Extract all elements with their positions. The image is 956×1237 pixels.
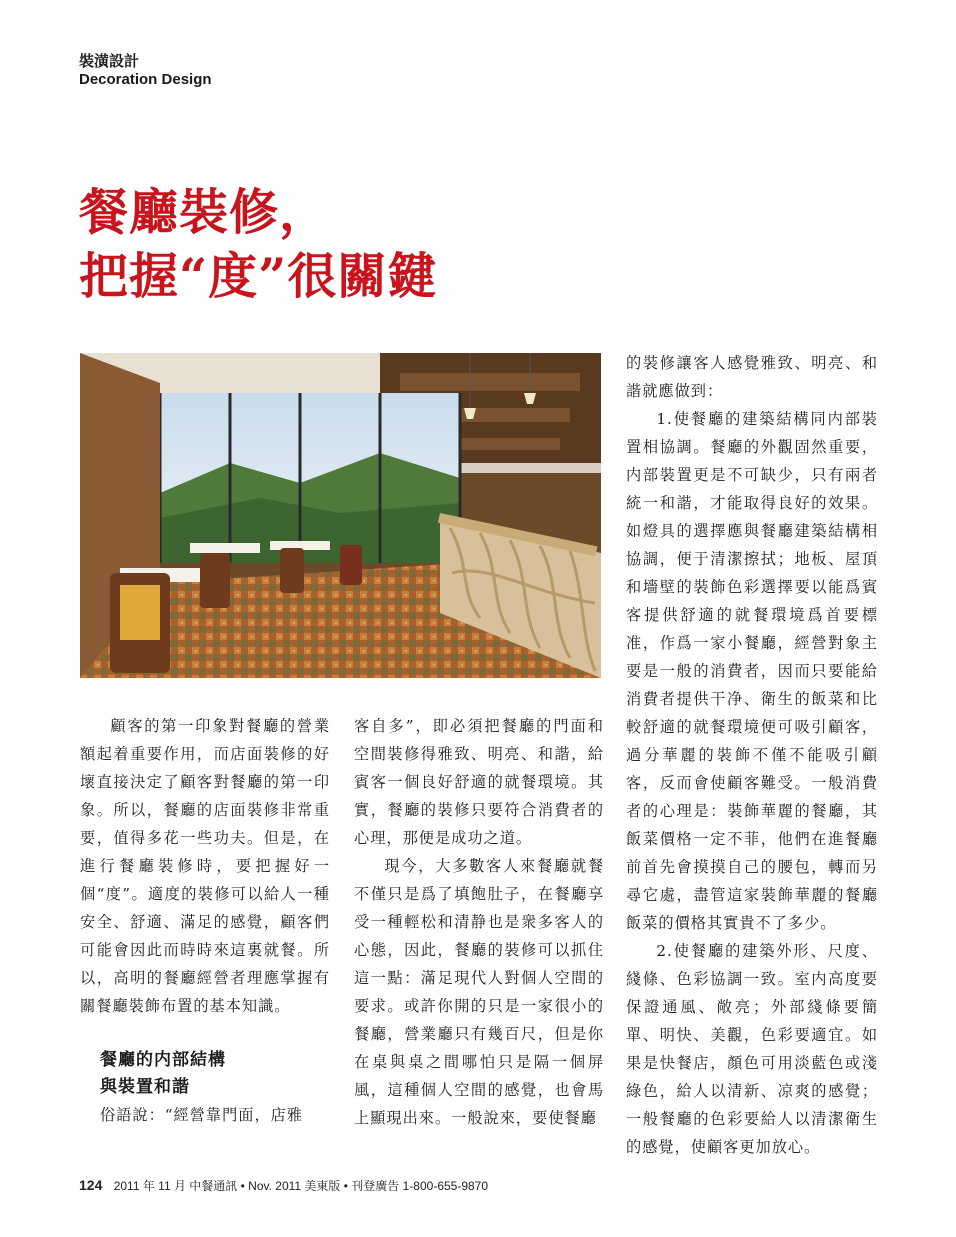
subheading <box>80 1047 330 1101</box>
page-footer <box>79 1177 488 1194</box>
column-2 <box>354 712 604 1132</box>
col2-paragraph-1: 客自多”，即必須把餐廳的門面和空間裝修得雅致、明亮、和諧，給賓客一個良好舒適的就餐環境。其實，餐廳的裝修只要符合消費者的心理，那便是成功之道。 <box>354 717 604 847</box>
footer-text: 2011 年 11 月 中餐通訊 • Nov. 2011 美東版 • 刊登廣告 1-800-655-9870 <box>113 1179 489 1193</box>
col3-paragraph-2: 1.使餐廳的建築結構同内部裝置相協調。餐廳的外觀固然重要，内部裝置更是不可缺少，只有兩者統一和諧，才能取得良好的效果。如燈具的選擇應與餐廳建築結構相協調，便于清潔擦拭；地板、屋頂和墻壁的裝飾色彩選擇要以能爲賓客提供舒適的就餐環境爲首要標准，作爲一家小餐廳，經營對象主要是一般的消費者，因而只要能給消費者提供干净、衛生的飯菜和比較舒適的就餐環境便可吸引顧客，過分華麗的裝飾不僅不能吸引顧客，反而會使顧客難受。一般消費者的心理是：裝飾華麗的餐廳，其飯菜價格一定不菲，他們在進餐廳前首先會摸摸自己的腰包，轉而另尋它處，盡管這家裝飾華麗的餐廳飯菜的價格其實貴不了多少。 <box>626 410 878 932</box>
column-1 <box>80 712 330 1129</box>
subheading-line-2: 與裝置和諧 <box>100 1077 190 1097</box>
col2-paragraph-2: 現今，大多數客人來餐廳就餐不僅只是爲了填飽肚子，在餐廳享受一種輕松和清静也是衆多客人的心態，因此，餐廳的裝修可以抓住這一點：滿足現代人對個人空間的要求。或許你開的只是一家很小的餐廳，營業廳只有幾百尺，但是你在桌與桌之間哪怕只是隔一個屏風，這種個人空間的感覺，也會馬上顯現出來。一般說來，要使餐廳 <box>354 857 604 1127</box>
col3-paragraph-1: 的裝修讓客人感覺雅致、明亮、和諧就應做到： <box>626 354 878 400</box>
title-line-1: 餐廳裝修， <box>79 183 330 241</box>
title-line-2: 把握“度”很關鍵 <box>79 247 438 305</box>
section-label-en: Decoration Design <box>79 71 212 88</box>
article-title <box>79 180 639 308</box>
restaurant-photo <box>80 353 601 678</box>
column-3 <box>626 349 878 1161</box>
section-label-zh: 裝潢設計 <box>79 52 140 70</box>
page-number: 124 <box>79 1177 103 1193</box>
col1-paragraph-2: 俗語說：“經營靠門面，店雅 <box>100 1106 304 1124</box>
col1-paragraph-1: 顧客的第一印象對餐廳的營業額起着重要作用，而店面裝修的好壞直接決定了顧客對餐廳的第一印象。所以，餐廳的店面裝修非常重要，值得多花一些功夫。但是，在進行餐廳裝修時，要把握好一個“度”。適度的裝修可以給人一種安全、舒適、滿足的感覺，顧客們可能會因此而時時來這裏就餐。所以，高明的餐廳經營者理應掌握有關餐廳裝飾布置的基本知識。 <box>80 717 330 1015</box>
restaurant-interior-illustration <box>80 353 601 678</box>
subheading-line-1: 餐廳的内部結構 <box>100 1050 226 1070</box>
col3-paragraph-3: 2.使餐廳的建築外形、尺度、綫條、色彩協調一致。室内高度要保證通風、敞亮；外部綫條要簡單、明快、美觀，色彩要適宜。如果是快餐店，顏色可用淡藍色或淺綠色，給人以清新、凉爽的感覺；一般餐廳的色彩要給人以清潔衛生的感覺，使顧客更加放心。 <box>626 942 878 1156</box>
